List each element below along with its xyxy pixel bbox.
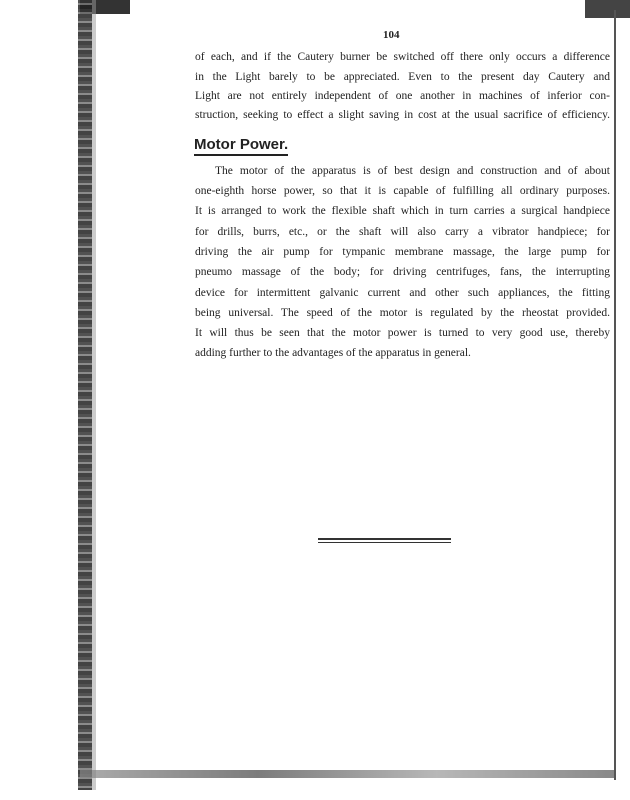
page-number: 104 bbox=[383, 29, 400, 41]
section-heading: Motor Power. bbox=[194, 136, 288, 156]
page-bottom-edge bbox=[80, 770, 615, 778]
text-line: one-eighth horse power, so that it is capable of fulfilling all ordinary purposes. bbox=[195, 185, 610, 197]
section-end-rule bbox=[318, 538, 451, 540]
section-end-rule bbox=[318, 542, 451, 543]
text-line: driving the air pump for tympanic membrane massage, the large pump for bbox=[195, 246, 610, 258]
text-line: being universal. The speed of the motor is regulated by the rheostat provided. bbox=[195, 307, 610, 319]
text-line: adding further to the advantages of the apparatus in general. bbox=[195, 347, 471, 359]
text-line: of each, and if the Cautery burner be switched off there only occurs a difference bbox=[195, 51, 610, 63]
text-line: The motor of the apparatus is of best design and construction and of about bbox=[215, 165, 610, 177]
text-line: pneumo massage of the body; for driving centrifuges, fans, the interrupting bbox=[195, 266, 610, 278]
text-line: for drills, burrs, etc., or the shaft will also carry a vibrator handpiece; for bbox=[195, 226, 610, 238]
page-right-edge bbox=[614, 10, 616, 780]
text-line: struction, seeking to effect a slight saving in cost at the usual sacrifice of efficiency. bbox=[195, 109, 610, 121]
text-line: Light are not entirely independent of one another in machines of inferior con- bbox=[195, 90, 610, 102]
scan-edge bbox=[585, 0, 630, 18]
text-line: It is arranged to work the flexible shaft which in turn carries a surgical handpiece bbox=[195, 205, 610, 217]
page-binding-edge bbox=[78, 0, 92, 790]
page-binding-shadow bbox=[92, 0, 96, 790]
text-line: It will thus be seen that the motor power is turned to very good use, thereby bbox=[195, 327, 610, 339]
text-line: in the Light barely to be appreciated. Even to the present day Cautery and bbox=[195, 71, 610, 83]
text-line: device for intermittent galvanic current and other such appliances, the fitting bbox=[195, 287, 610, 299]
